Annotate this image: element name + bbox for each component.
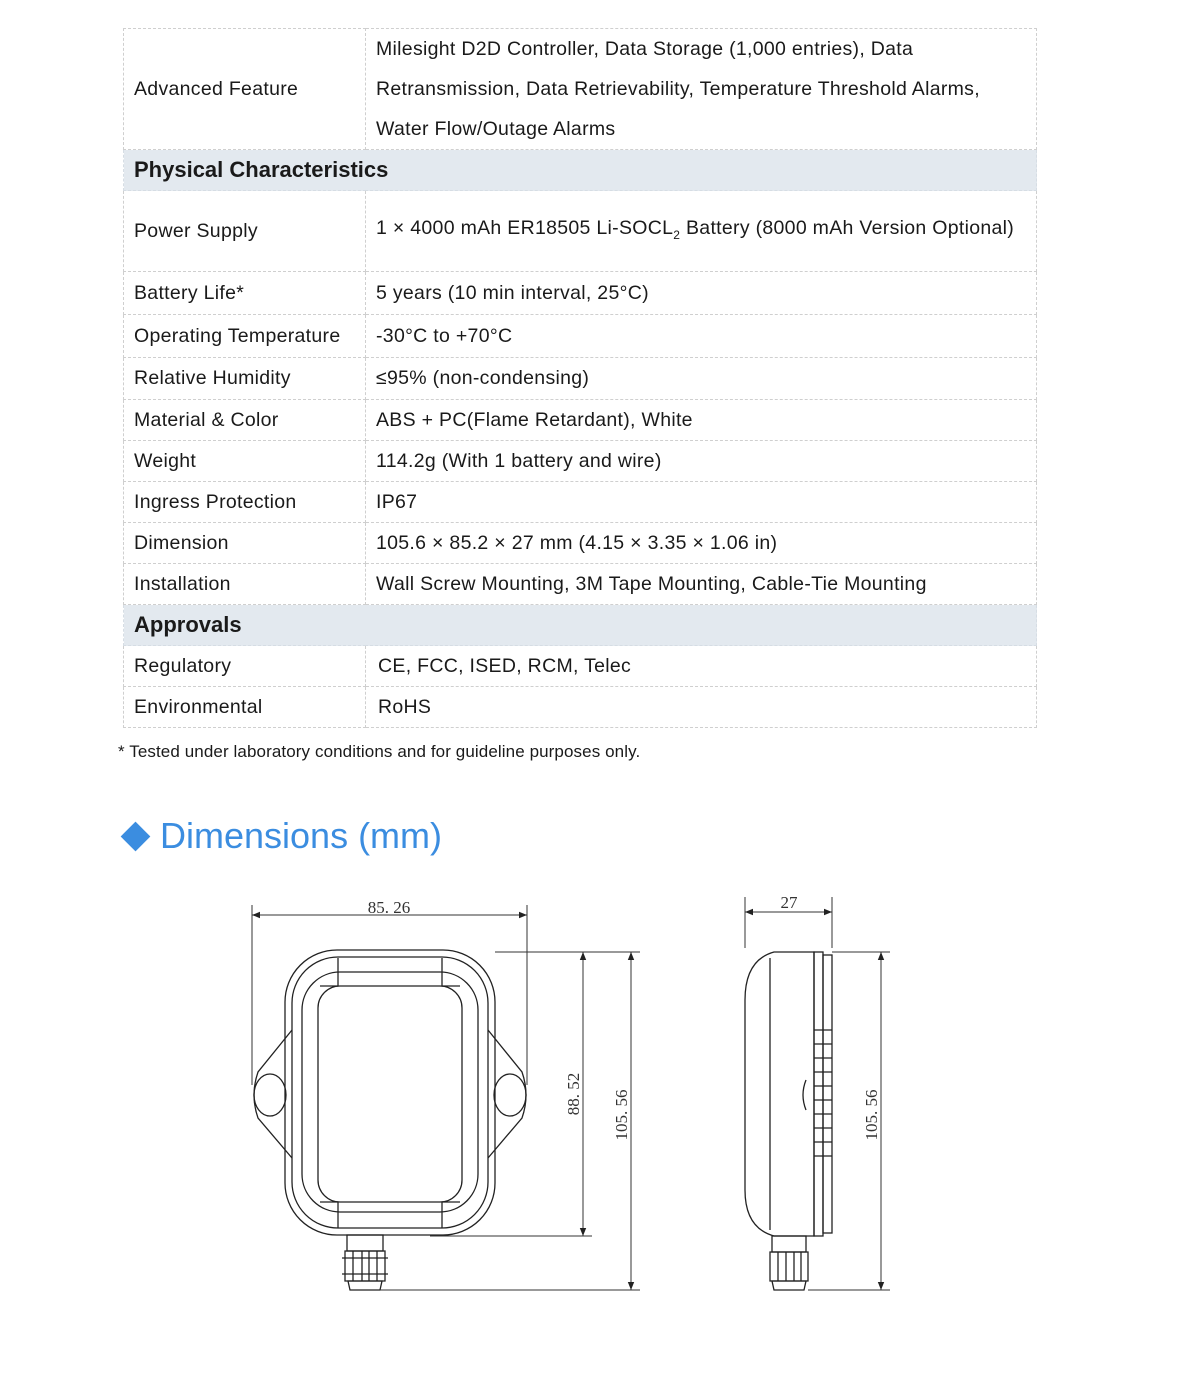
row-value: Milesight D2D Controller, Data Storage (1,000 entries), Data Retransmission, Data Retrievability, Temperature Threshold Alarms, Water Flow/Outage Alarms: [366, 29, 1037, 150]
footnote: * Tested under laboratory conditions and for guideline purposes only.: [118, 742, 641, 761]
row-value: [366, 191, 1037, 272]
row-value: Wall Screw Mounting, 3M Tape Mounting, Cable-Tie Mounting: [366, 564, 1037, 605]
spec-row: [124, 272, 1037, 315]
row-value: CE, FCC, ISED, RCM, Telec: [366, 646, 1037, 687]
row-label: Environmental: [124, 687, 366, 728]
dimensions-heading: [120, 815, 442, 857]
row-value: ≤95% (non-condensing): [366, 358, 1037, 400]
row-label: Installation: [124, 564, 366, 605]
spec-row: [124, 400, 1037, 441]
row-label: Weight: [124, 441, 366, 482]
row-value: 114.2g (With 1 battery and wire): [366, 441, 1037, 482]
row-value: RoHS: [366, 687, 1037, 728]
spec-row: [124, 564, 1037, 605]
side-view: [745, 952, 832, 1290]
row-label: Dimension: [124, 523, 366, 564]
power-value-pre: 1 × 4000 mAh ER18505 Li-SOCL: [376, 216, 674, 239]
power-value-sub: 2: [673, 227, 681, 242]
row-value: ABS + PC(Flame Retardant), White: [366, 400, 1037, 441]
section-title: Physical Characteristics: [124, 150, 1037, 191]
row-value: 105.6 × 85.2 × 27 mm (4.15 × 3.35 × 1.06 in): [366, 523, 1037, 564]
spec-row: [124, 687, 1037, 728]
spec-table: [123, 28, 1037, 728]
row-label: Relative Humidity: [124, 358, 366, 400]
row-value: IP67: [366, 482, 1037, 523]
section-header: [124, 605, 1037, 646]
width-dimension-label: 85. 26: [367, 898, 411, 917]
front-view: [254, 950, 526, 1290]
spec-row: [124, 191, 1037, 272]
row-label: Battery Life*: [124, 272, 366, 315]
spec-row: [124, 29, 1037, 150]
total-height-dimension-label: 105. 56: [612, 1089, 631, 1141]
dimensions-title: Dimensions (mm): [160, 815, 443, 856]
power-value-post: Battery (8000 mAh Version Optional): [680, 216, 1015, 239]
spec-row: [124, 482, 1037, 523]
row-label: Power Supply: [124, 191, 366, 272]
row-label: Regulatory: [124, 646, 366, 687]
dimension-drawing: [0, 880, 1191, 1310]
side-height-dimension-label: 105. 56: [862, 1089, 881, 1141]
inner-height-dimension-label: 88. 52: [564, 1072, 583, 1116]
row-label: Operating Temperature: [124, 315, 366, 358]
section-title: Approvals: [124, 605, 1037, 646]
section-header: [124, 150, 1037, 191]
row-value: 5 years (10 min interval, 25°C): [366, 272, 1037, 315]
spec-row: [124, 646, 1037, 687]
spec-row: [124, 523, 1037, 564]
spec-row: [124, 358, 1037, 400]
diamond-icon: [121, 821, 151, 851]
depth-dimension-label: 27: [780, 893, 798, 912]
row-label: Material & Color: [124, 400, 366, 441]
row-label: Ingress Protection: [124, 482, 366, 523]
row-label: Advanced Feature: [124, 29, 366, 150]
row-value: -30°C to +70°C: [366, 315, 1037, 358]
spec-row: [124, 315, 1037, 358]
spec-row: [124, 441, 1037, 482]
